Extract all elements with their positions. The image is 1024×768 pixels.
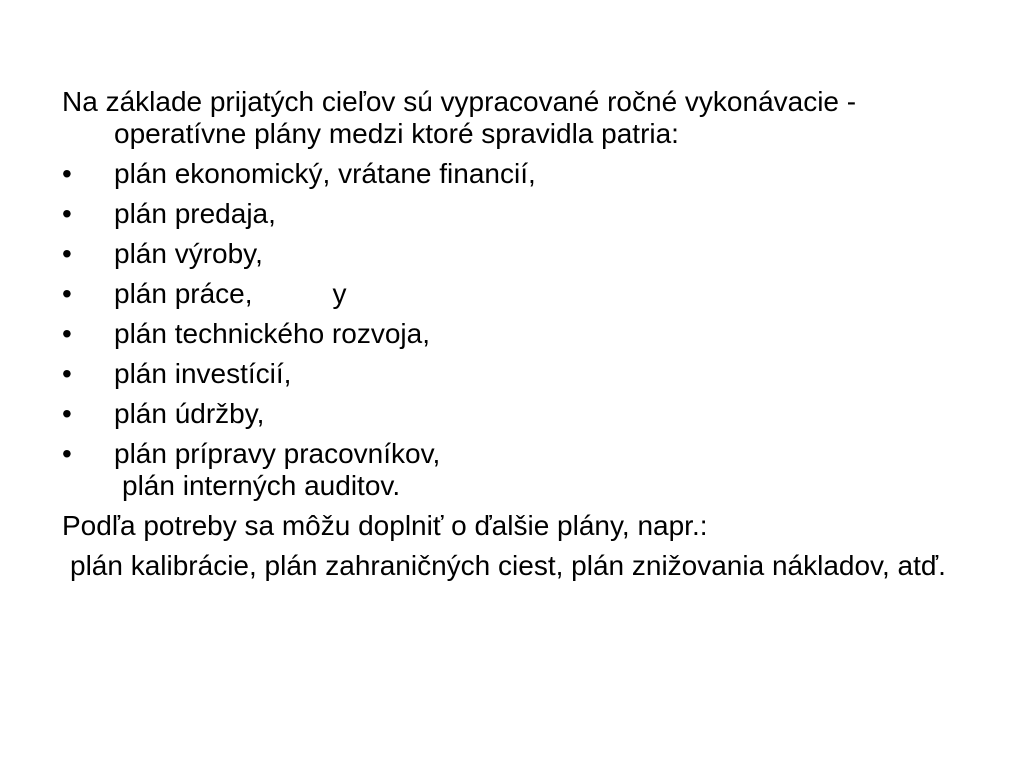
bullet-marker: •: [62, 278, 72, 309]
bullet-marker: •: [62, 198, 72, 229]
bullet-marker: •: [62, 398, 72, 429]
list-item-text: plán investícií,: [114, 358, 292, 389]
list-item: [62, 438, 962, 502]
followup-paragraph: Podľa potreby sa môžu doplniť o ďalšie plány, napr.:: [62, 510, 708, 541]
extra-paragraph: plán kalibrácie, plán zahraničných ciest, plán znižovania nákladov, atď.: [70, 550, 946, 581]
list-item-text-wrapper: [114, 278, 962, 310]
list-item-text: plán údržby,: [114, 398, 265, 429]
bullet-marker: •: [62, 238, 72, 269]
list-item-text: plán prípravy pracovníkov,: [114, 438, 441, 469]
list-item: [62, 318, 962, 350]
bullet-marker: •: [62, 318, 72, 349]
intro-paragraph: Na základe prijatých cieľov sú vypracované ročné vykonávacie - operatívne plány medzi ktoré spravidla patria:: [62, 86, 857, 149]
list-item-text: plán predaja,: [114, 198, 276, 229]
list-item-text: plán práce,: [114, 278, 253, 309]
bullet-marker: •: [62, 158, 72, 189]
list-item-continuation: plán interných auditov.: [122, 470, 401, 501]
list-item-text: plán ekonomický, vrátane financií,: [114, 158, 536, 189]
bullet-marker: •: [62, 438, 72, 469]
slide-content: [62, 86, 962, 590]
list-item: [62, 158, 962, 190]
list-item: [62, 358, 962, 390]
list-item: [62, 198, 962, 230]
list-item-trailing-text: y: [332, 278, 347, 309]
list-item: [62, 398, 962, 430]
bullet-marker: •: [62, 358, 72, 389]
list-item-text: plán výroby,: [114, 238, 263, 269]
list-item: [62, 238, 962, 270]
list-item-text: plán technického rozvoja,: [114, 318, 430, 349]
list-item: [62, 278, 962, 310]
